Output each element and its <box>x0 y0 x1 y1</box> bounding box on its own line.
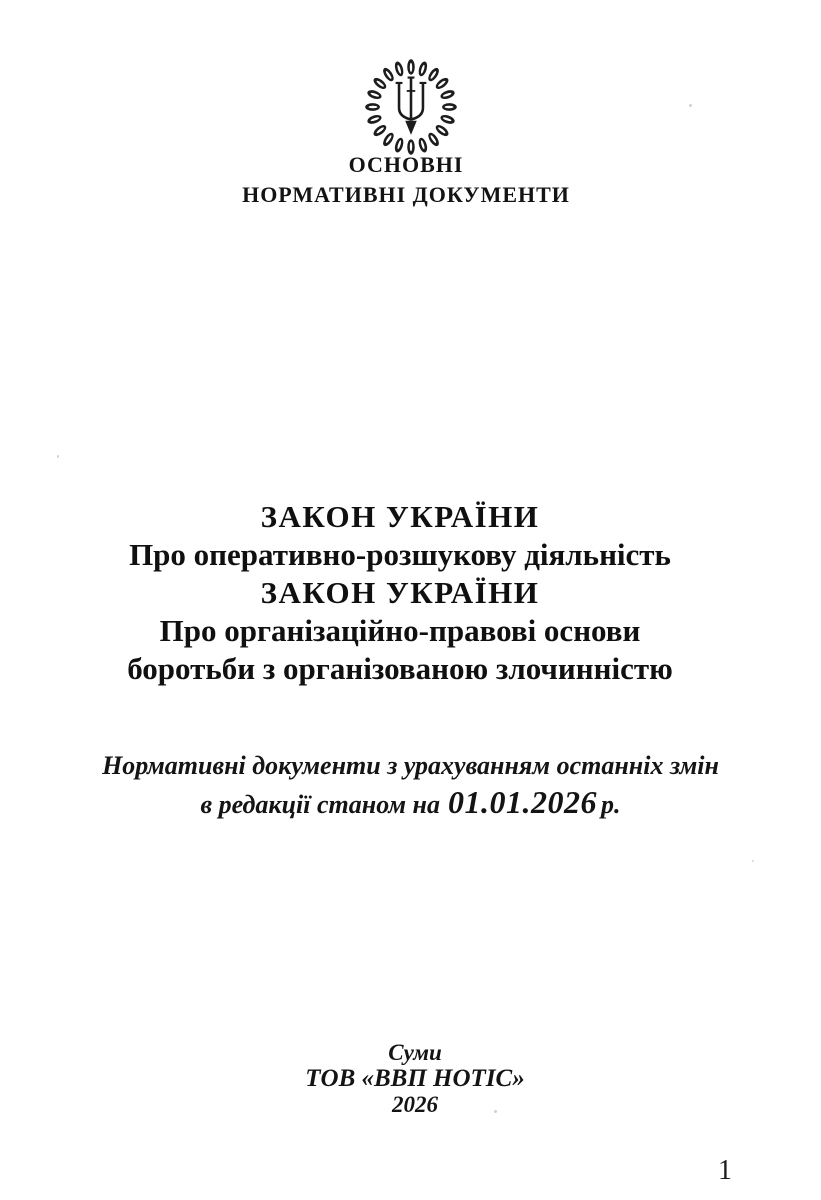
imprint <box>0 1040 821 1118</box>
edition-note-prefix: в редакції станом на <box>200 790 440 819</box>
series-line-1: ОСНОВНІ <box>348 152 464 177</box>
edition-note <box>0 747 821 823</box>
page-number: 1 <box>718 1155 732 1186</box>
imprint-city: Суми <box>388 1040 442 1065</box>
scan-speck <box>752 860 754 862</box>
imprint-publisher: ТОВ «ВВП НОТІС» <box>305 1065 525 1092</box>
title-line-subject-2a: Про організаційно-правові основи <box>159 613 641 648</box>
series-line-2: НОРМАТИВНІ ДОКУМЕНТИ <box>242 182 570 207</box>
ukraine-trident-icon <box>364 58 458 156</box>
scan-speck <box>57 455 59 458</box>
title-line-subject-2b: боротьби з організованою злочинністю <box>127 651 673 686</box>
edition-note-line-2 <box>0 784 821 823</box>
edition-date: 01.01.2026 <box>447 784 597 820</box>
edition-note-line-1: Нормативні документи з урахуванням останніх змін <box>102 751 719 780</box>
scan-speck <box>494 1110 497 1113</box>
title-line-subject-1: Про оперативно-розшукову діяльність <box>129 537 671 572</box>
scan-speck <box>689 104 692 107</box>
title-line-law-2: ЗАКОН УКРАЇНИ <box>260 575 540 610</box>
trident <box>395 78 426 134</box>
series-heading <box>0 150 812 210</box>
main-title <box>0 498 800 688</box>
edition-date-suffix: р. <box>600 790 621 819</box>
title-line-law-1: ЗАКОН УКРАЇНИ <box>260 499 540 534</box>
imprint-year: 2026 <box>392 1092 438 1117</box>
trident-wreath-emblem <box>364 58 458 156</box>
